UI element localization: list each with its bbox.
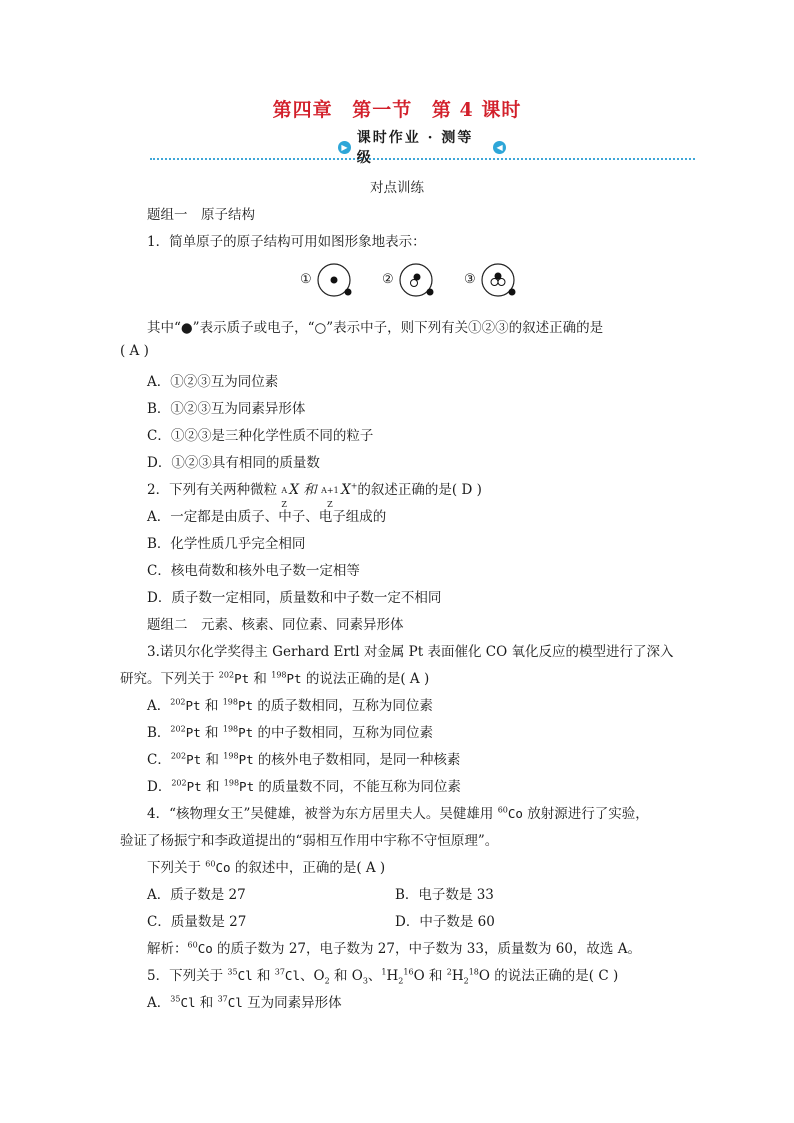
q2-option-a: A．一定都是由质子、中子、电子组成的 bbox=[147, 509, 387, 525]
q3-iso2-mass: 198 bbox=[271, 670, 287, 680]
atom-label-2: ② bbox=[382, 272, 394, 287]
q5-o3-sub: 3 bbox=[362, 976, 368, 986]
q3-option-c-el2: Pt bbox=[238, 752, 254, 767]
lesson-label: 第 4 课时 bbox=[431, 99, 522, 121]
q4-analysis-label: 解析： bbox=[147, 941, 188, 957]
q2-stem: 2．下列有关两种微粒 A Z X 和 A+1 Z X+的叙述正确的是( D ) bbox=[147, 481, 482, 509]
q3-option-b-iso1: 202 bbox=[170, 724, 186, 734]
q5-h1-symbol: H bbox=[386, 968, 399, 984]
q5-o16-symbol: O bbox=[413, 968, 425, 984]
q5-cl35-symbol: Cl bbox=[237, 968, 253, 983]
q2-option-b: B．化学性质几乎完全相同 bbox=[147, 536, 306, 552]
q3-stem-line1: 3.诺贝尔化学奖得主 Gerhard Ertl 对金属 Pt 表面催化 CO 氧化反应的模型进行了深入 bbox=[147, 644, 674, 660]
q3-option-a-and: 和 bbox=[200, 698, 223, 714]
q5-o2-sub: 2 bbox=[324, 976, 330, 986]
q2-stem-start: 2．下列有关两种微粒 bbox=[147, 482, 282, 498]
q5-h2-mass: 2 bbox=[446, 967, 452, 977]
play-right-icon: ▶ bbox=[338, 141, 351, 154]
q4-stem-line3 bbox=[147, 856, 385, 876]
q2-option-c: C．核电荷数和核外电子数一定相等 bbox=[147, 563, 360, 579]
q5-sep2: 、 bbox=[367, 968, 382, 984]
q4-analysis-co-mass: 60 bbox=[187, 940, 198, 950]
q3-option-b-label: B． bbox=[147, 725, 171, 741]
q5-option-a-and: 和 bbox=[195, 995, 218, 1011]
q4-question-start: 下列关于 bbox=[147, 860, 206, 876]
q3-option-b-iso2: 198 bbox=[222, 724, 239, 734]
q1-option-a: A．①②③互为同位素 bbox=[147, 374, 279, 390]
page-title bbox=[0, 95, 794, 122]
atom-models-figure bbox=[296, 262, 526, 302]
q4-stem-line2: 验证了杨振宁和李政道提出的“弱相互作用中宇称不守恒原理”。 bbox=[120, 833, 499, 849]
q5-h2-symbol: H bbox=[451, 968, 464, 984]
atom-model-3-icon bbox=[480, 262, 520, 302]
q3-option-d-label: D． bbox=[147, 779, 172, 795]
q5-h1-sub: 2 bbox=[398, 976, 404, 986]
q4-analysis-text: 的质子数为 27，电子数为 27，中子数为 33，质量数为 60，故选 A。 bbox=[212, 941, 641, 957]
q4-option-b: B．电子数是 33 bbox=[395, 887, 494, 903]
q4-stem-line1 bbox=[147, 802, 649, 822]
q4-question-co-mass: 60 bbox=[205, 859, 216, 869]
q5-option-a bbox=[147, 991, 342, 1011]
q3-option-b-el2: Pt bbox=[238, 725, 254, 740]
q5-stem bbox=[147, 964, 618, 984]
q4-co-mass: 60 bbox=[497, 805, 508, 815]
q5-option-a-cl35-mass: 35 bbox=[170, 994, 181, 1004]
banner-label-box bbox=[338, 130, 506, 166]
q2-option-d: D．质子数一定相同，质量数和中子数一定不相同 bbox=[147, 590, 442, 606]
atom-model-2-icon bbox=[398, 262, 438, 302]
q5-o16-mass: 16 bbox=[403, 967, 414, 977]
q3-option-c-text: 的核外电子数相同，是同一种核素 bbox=[253, 752, 461, 768]
q4-option-a: A．质子数是 27 bbox=[147, 887, 246, 903]
q3-option-a-iso2: 198 bbox=[222, 697, 238, 707]
q5-cl35-mass: 35 bbox=[227, 967, 238, 977]
q5-option-a-text: 互为同素异形体 bbox=[242, 995, 342, 1011]
q3-option-d-el1: Pt bbox=[186, 779, 202, 794]
chapter-label: 第四章 bbox=[272, 99, 333, 121]
q3-option-d bbox=[147, 775, 461, 795]
q3-option-d-iso1: 202 bbox=[171, 778, 187, 788]
q1-option-b: B．①②③互为同素异形体 bbox=[147, 401, 306, 417]
q3-option-d-el2: Pt bbox=[239, 779, 255, 794]
q3-and: 和 bbox=[249, 671, 272, 687]
q3-stem-line2 bbox=[120, 667, 429, 687]
q3-option-a-text: 的质子数相同，互称为同位素 bbox=[253, 698, 433, 714]
banner-text: 课时作业 · 测等级 bbox=[356, 130, 474, 166]
q5-h2-sub: 2 bbox=[463, 976, 469, 986]
play-left-icon: ◀ bbox=[493, 141, 506, 154]
q1-option-d: D．①②③具有相同的质量数 bbox=[147, 455, 320, 471]
q3-option-a-label: A． bbox=[147, 698, 171, 714]
q4-analysis-co-symbol: Co bbox=[197, 941, 213, 956]
q3-stem-end: 的说法正确的是( A ) bbox=[301, 671, 430, 687]
q5-and3: 和 bbox=[424, 968, 447, 984]
q3-option-c-el1: Pt bbox=[186, 752, 202, 767]
atom-label-1: ① bbox=[300, 272, 312, 287]
q2-particle2-charge: + bbox=[350, 481, 358, 491]
section-heading: 对点训练 bbox=[370, 180, 424, 196]
atom-model-1-icon bbox=[316, 262, 356, 302]
q2-particle2-symbol: X bbox=[341, 482, 351, 498]
q4-stem-start: 4．“核物理女王”吴健雄，被誉为东方居里夫人。吴健雄用 bbox=[147, 806, 498, 822]
q3-option-a-el2: Pt bbox=[237, 698, 254, 713]
q4-question-co-symbol: Co bbox=[215, 860, 231, 875]
q4-question-end: 的叙述中，正确的是( A ) bbox=[230, 860, 386, 876]
atom-label-3: ③ bbox=[464, 272, 476, 287]
q3-option-a bbox=[147, 694, 433, 714]
q3-option-d-text: 的质量数不同，不能互称为同位素 bbox=[254, 779, 461, 795]
q1-body: 其中“●”表示质子或电子，“○”表示中子，则下列有关①②③的叙述正确的是 bbox=[147, 320, 604, 336]
q4-option-d: D．中子数是 60 bbox=[395, 914, 495, 930]
q2-stem-end: 的叙述正确的是( D ) bbox=[357, 482, 482, 498]
group2-heading: 题组二 元素、核素、同位素、同素异形体 bbox=[147, 617, 404, 633]
q5-o18-symbol: O bbox=[478, 968, 490, 984]
q5-option-a-cl37-mass: 37 bbox=[217, 994, 228, 1004]
q4-option-c: C．质量数是 27 bbox=[147, 914, 247, 930]
q1-answer: ( A ) bbox=[120, 343, 149, 359]
q3-option-a-iso1: 202 bbox=[170, 697, 186, 707]
q3-option-d-iso2: 198 bbox=[223, 778, 240, 788]
q5-option-a-label: A． bbox=[147, 995, 171, 1011]
q4-stem-end: 放射源进行了实验， bbox=[522, 806, 649, 822]
q5-cl37-mass: 37 bbox=[274, 967, 285, 977]
q3-iso2-symbol: Pt bbox=[286, 671, 302, 686]
q3-iso1-mass: 202 bbox=[218, 670, 235, 680]
q5-option-a-cl37: Cl bbox=[227, 995, 243, 1010]
q4-co-symbol: Co bbox=[507, 806, 523, 821]
q2-particle1-symbol: X 和 bbox=[289, 482, 322, 498]
q3-stem-start: 研究。下列关于 bbox=[120, 671, 219, 687]
q3-option-c-iso1: 202 bbox=[170, 751, 187, 761]
q3-option-c-and: 和 bbox=[201, 752, 224, 768]
q1-stem: 1．简单原子的原子结构可用如图形象地表示： bbox=[147, 234, 426, 250]
q5-stem-start: 5．下列关于 bbox=[147, 968, 228, 984]
q1-option-c: C．①②③是三种化学性质不同的粒子 bbox=[147, 428, 374, 444]
q3-option-b bbox=[147, 721, 433, 741]
section-label: 第一节 bbox=[352, 99, 413, 121]
q3-option-a-el1: Pt bbox=[185, 698, 201, 713]
q3-option-c-label: C． bbox=[147, 752, 171, 768]
q5-cl37-symbol: Cl bbox=[284, 968, 300, 983]
q3-option-b-el1: Pt bbox=[185, 725, 201, 740]
q5-o18-mass: 18 bbox=[468, 967, 479, 977]
q3-option-c-iso2: 198 bbox=[223, 751, 239, 761]
group1-heading: 题组一 原子结构 bbox=[147, 207, 255, 223]
homework-banner bbox=[150, 130, 695, 166]
q5-o3-symbol: 和 O bbox=[329, 968, 363, 984]
q3-option-d-and: 和 bbox=[201, 779, 224, 795]
q3-option-b-and: 和 bbox=[200, 725, 223, 741]
q5-h1-mass: 1 bbox=[381, 967, 387, 977]
q3-option-b-text: 的中子数相同，互称为同位素 bbox=[253, 725, 433, 741]
q5-and1: 和 bbox=[252, 968, 275, 984]
q5-stem-end: 的说法正确的是( C ) bbox=[489, 968, 619, 984]
q3-iso1-symbol: Pt bbox=[234, 671, 250, 686]
q5-o2-symbol: 、O bbox=[299, 968, 325, 984]
q3-option-c bbox=[147, 748, 460, 768]
q4-analysis bbox=[147, 937, 641, 957]
q5-option-a-cl35: Cl bbox=[180, 995, 196, 1010]
